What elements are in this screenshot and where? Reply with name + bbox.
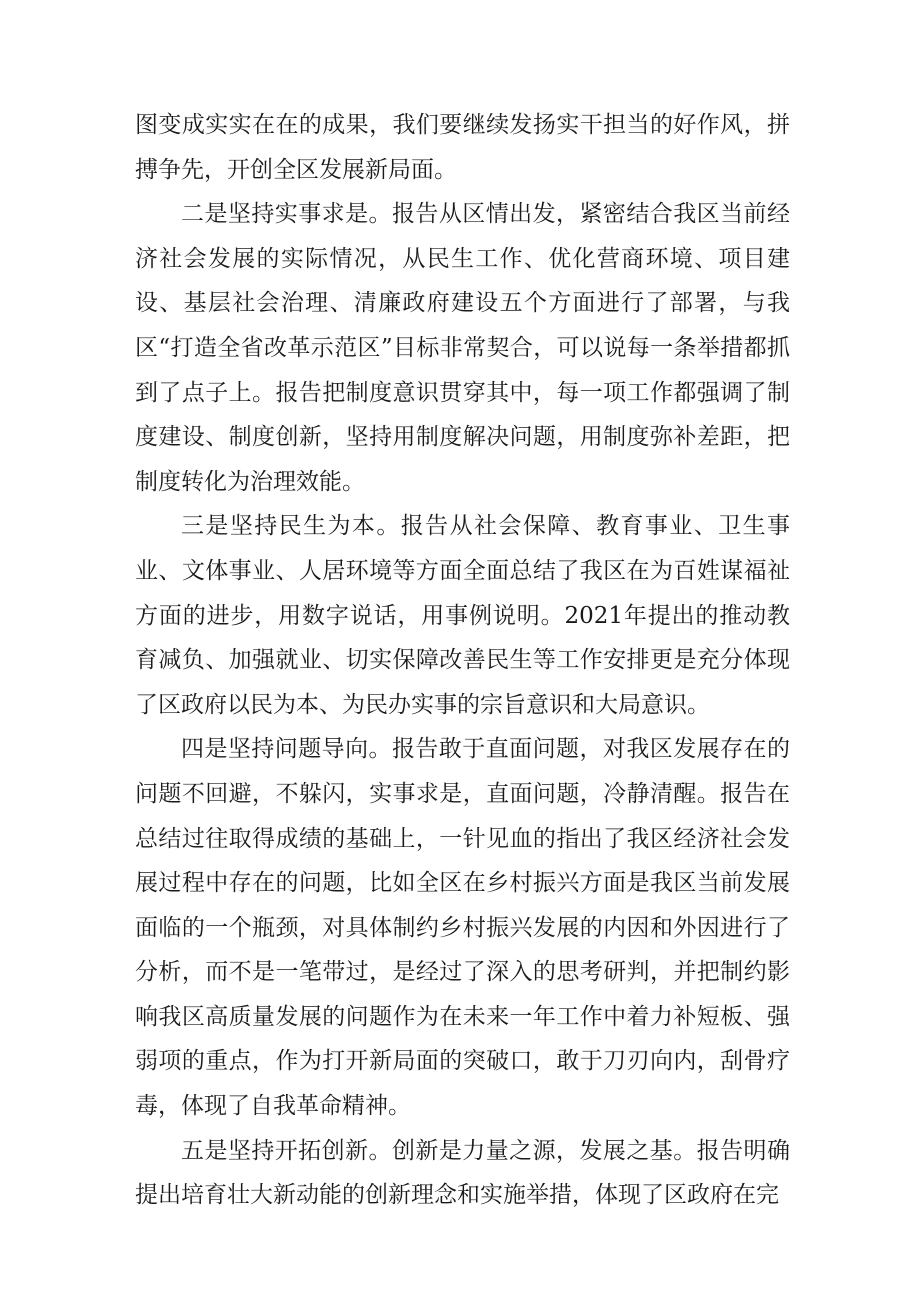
paragraph-point-four: 四是坚持问题导向。报告敢于直面问题，对我区发展存在的问题不回避，不躲闪，实事求是，直面问题，冷静清醒。报告在总结过往取得成绩的基础上，一针见血的指出了我区经济社会发展过程中存在的问题，比如全区在乡村振兴方面是我区当前发展面临的一个瓶颈，对具体制约乡村振兴发展的内因和外因进行了分析，而不是一笔带过，是经过了深入的思考研判，并把制约影响我区高质量发展的问题作为在未来一年工作中着力补短板、强弱项的重点，作为打开新局面的突破口，敢于刀刃向内，刮骨疗毒，体现了自我革命精神。 bbox=[135, 736, 790, 1120]
paragraph-point-three: 三是坚持民生为本。报告从社会保障、教育事业、卫生事业、文体事业、人居环境等方面全面总结了我区在为百姓谋福祉方面的进步，用数字说话，用事例说明。2021年提出的推动教育减负、加强就业、切实保障改善民生等工作安排更是充分体现了区政府以民为本、为民办实事的宗旨意识和大局意识。 bbox=[135, 513, 790, 718]
paragraph-continuation: 图变成实实在在的成果，我们要继续发扬实干担当的好作风，拼搏争先，开创全区发展新局面。 bbox=[135, 112, 790, 183]
paragraph-point-five: 五是坚持开拓创新。创新是力量之源，发展之基。报告明确提出培育壮大新动能的创新理念和实施举措，体现了区政府在完 bbox=[135, 1137, 790, 1209]
document-body bbox=[135, 103, 790, 1218]
paragraph-point-two: 二是坚持实事求是。报告从区情出发，紧密结合我区当前经济社会发展的实际情况，从民生工作、优化营商环境、项目建设、基层社会治理、清廉政府建设五个方面进行了部署，与我区“打造全省改革示范区”目标非常契合，可以说每一条举措都抓到了点子上。报告把制度意识贯穿其中，每一项工作都强调了制度建设、制度创新，坚持用制度解决问题，用制度弥补差距，把制度转化为治理效能。 bbox=[135, 201, 790, 495]
